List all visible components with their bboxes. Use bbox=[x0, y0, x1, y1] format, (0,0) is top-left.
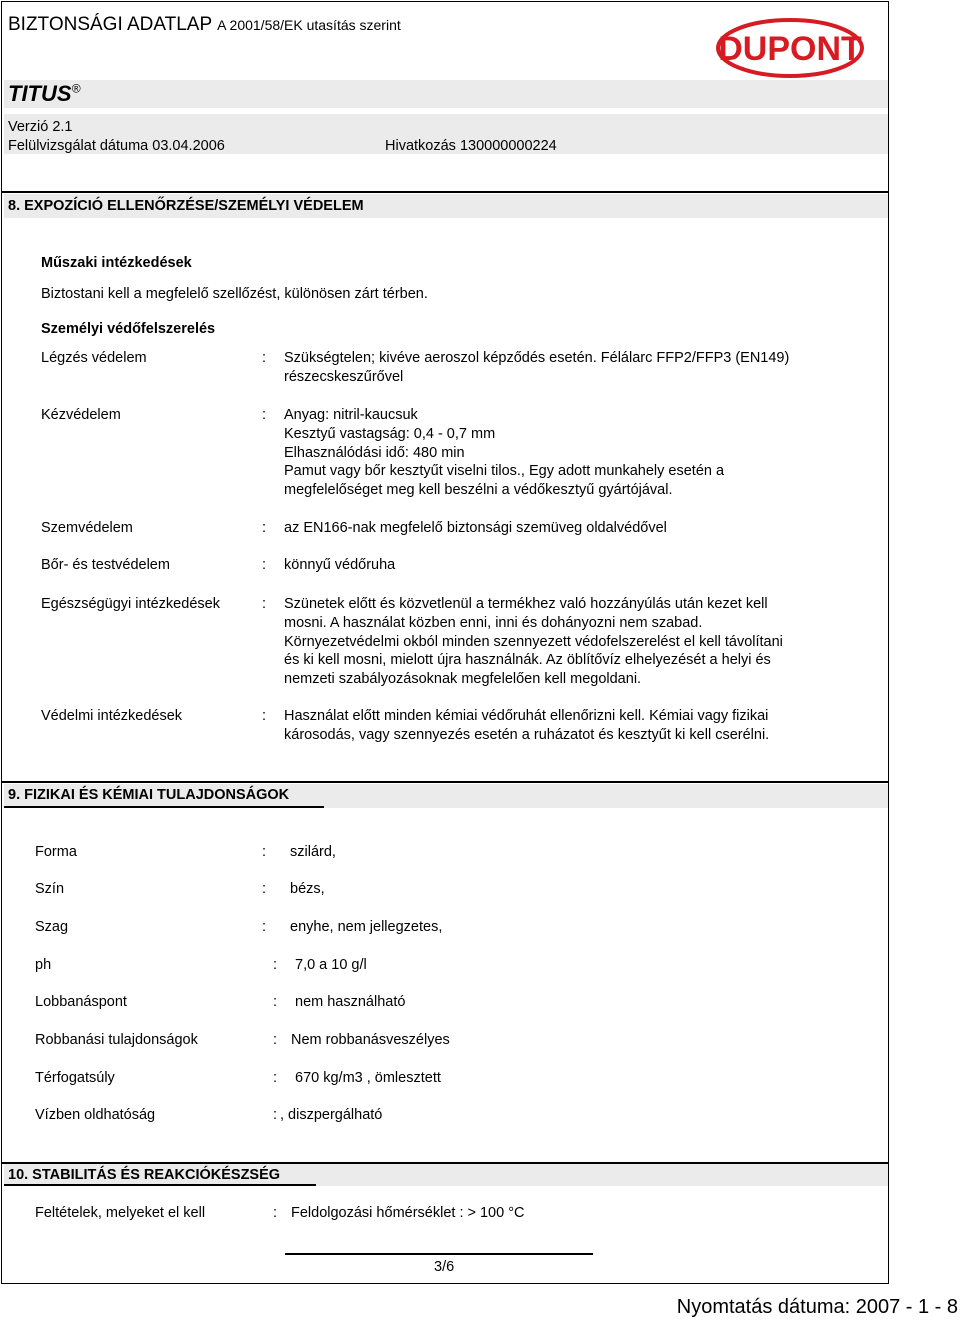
ppe-value-line: Környezetvédelmi okból minden szennyezett védofelszerelést el kell távolítani bbox=[284, 633, 783, 650]
ppe-label: Védelmi intézkedések bbox=[41, 708, 183, 724]
section-10-heading: 10. STABILITÁS ÉS REAKCIÓKÉSZSÉG bbox=[8, 1167, 281, 1183]
property-value: szilárd, bbox=[290, 844, 336, 860]
registered-mark: ® bbox=[71, 81, 81, 96]
ppe-label: Kézvédelem bbox=[41, 407, 121, 423]
section-8-heading: 8. EXPOZÍCIÓ ELLENŐRZÉSE/SZEMÉLYI VÉDELEM bbox=[8, 198, 364, 214]
technical-measures-heading: Műszaki intézkedések bbox=[41, 255, 192, 271]
condition-label: Feltételek, melyeket el kell bbox=[35, 1205, 206, 1221]
colon: : bbox=[262, 881, 267, 897]
reference-number: Hivatkozás 130000000224 bbox=[385, 138, 557, 154]
property-label: Vízben oldhatóság bbox=[35, 1107, 156, 1123]
divider bbox=[2, 781, 888, 783]
ppe-label: Bőr- és testvédelem bbox=[41, 557, 170, 573]
heading-underline bbox=[4, 806, 324, 808]
ppe-value-line: Kesztyű vastagság: 0,4 - 0,7 mm bbox=[284, 425, 496, 442]
colon: : bbox=[273, 1205, 278, 1221]
property-label: ph bbox=[35, 957, 52, 973]
ppe-value-line: megfelelőséget meg kell beszélni a védőkesztyű gyártójával. bbox=[284, 482, 673, 499]
colon: : bbox=[273, 1107, 278, 1123]
page-number: 3/6 bbox=[434, 1259, 455, 1275]
colon: : bbox=[262, 596, 267, 612]
ppe-label: Szemvédelem bbox=[41, 520, 133, 536]
colon: : bbox=[262, 557, 267, 573]
property-value: bézs, bbox=[290, 881, 325, 897]
ppe-value-line: károsodás, vagy szennyezés esetén a ruházatot és kesztyűt ki kell cserélni. bbox=[284, 726, 770, 743]
ppe-value-line: az EN166-nak megfelelő biztonsági szemüveg oldalvédővel bbox=[284, 520, 667, 536]
property-value: , diszpergálható bbox=[280, 1107, 383, 1123]
colon: : bbox=[262, 844, 267, 860]
property-label: Robbanási tulajdonságok bbox=[35, 1032, 198, 1048]
ppe-value-line: Pamut vagy bőr kesztyűt viselni tilos., Egy adott munkahely esetén a bbox=[284, 463, 725, 480]
document-title bbox=[8, 14, 401, 36]
colon: : bbox=[262, 919, 267, 935]
logo-text: DUPONT bbox=[718, 30, 862, 68]
print-date: Nyomtatás dátuma: 2007 - 1 - 8 bbox=[676, 1296, 958, 1318]
ppe-value-line: és ki kell mosni, mielott újra használnák. Az öblítővíz elhelyezését a helyi és bbox=[284, 652, 771, 669]
ppe-value-line: Anyag: nitril-kaucsuk bbox=[284, 407, 418, 423]
ppe-value-line: Szükségtelen; kivéve aeroszol képződés esetén. Félálarc FFP2/FFP3 (EN149) bbox=[284, 350, 790, 366]
property-label: Lobbanáspont bbox=[35, 994, 127, 1010]
dupont-logo bbox=[716, 18, 864, 78]
document-subtitle: A 2001/58/EK utasítás szerint bbox=[217, 17, 401, 33]
technical-measures-text: Biztostani kell a megfelelő szellőzést, különösen zárt térben. bbox=[41, 286, 428, 302]
ppe-value-line: könnyű védőruha bbox=[284, 557, 396, 573]
product-bar bbox=[4, 80, 888, 108]
colon: : bbox=[262, 407, 267, 423]
version: Verzió 2.1 bbox=[8, 119, 73, 135]
property-label: Szín bbox=[35, 881, 65, 897]
colon: : bbox=[262, 708, 267, 724]
ppe-value-line: Elhasználódási idő: 480 min bbox=[284, 444, 465, 461]
property-value: Nem robbanásveszélyes bbox=[291, 1032, 450, 1048]
ppe-label: Légzés védelem bbox=[41, 350, 147, 366]
colon: : bbox=[273, 1070, 278, 1086]
document-title-main: BIZTONSÁGI ADATLAP bbox=[8, 14, 212, 35]
property-value: nem használható bbox=[295, 994, 406, 1010]
colon: : bbox=[273, 1032, 278, 1048]
heading-underline bbox=[4, 1184, 316, 1186]
product-name bbox=[8, 81, 80, 107]
ppe-value-line: Használat előtt minden kémiai védőruhát ellenőrizni kell. Kémiai vagy fizikai bbox=[284, 708, 769, 724]
ppe-value-line: részecskeszűrővel bbox=[284, 368, 404, 385]
ppe-value-line: nemzeti szabályozásoknak megfelelően kell megoldani. bbox=[284, 671, 642, 688]
footer-rule bbox=[285, 1253, 593, 1255]
property-label: Szag bbox=[35, 919, 69, 935]
property-label: Térfogatsúly bbox=[35, 1070, 115, 1086]
product-name-text: TITUS bbox=[8, 81, 72, 106]
divider bbox=[2, 191, 888, 193]
condition-value: Feldolgozási hőmérséklet : > 100 °C bbox=[291, 1205, 525, 1221]
property-value: enyhe, nem jellegzetes, bbox=[290, 919, 443, 935]
ppe-value-line: Szünetek előtt és közvetlenül a termékhez való hozzányúlás után kezet kell bbox=[284, 596, 768, 612]
colon: : bbox=[262, 520, 267, 536]
property-label: Forma bbox=[35, 844, 77, 860]
ppe-heading: Személyi védőfelszerelés bbox=[41, 321, 216, 337]
property-value: 670 kg/m3 , ömlesztett bbox=[295, 1070, 441, 1086]
colon: : bbox=[273, 957, 278, 973]
ppe-value-line: mosni. A használat közben enni, inni és dohányozni nem szabad. bbox=[284, 614, 703, 631]
property-value: 7,0 a 10 g/l bbox=[295, 957, 367, 973]
colon: : bbox=[262, 350, 267, 366]
section-9-heading: 9. FIZIKAI ÉS KÉMIAI TULAJDONSÁGOK bbox=[8, 787, 290, 803]
revision-date: Felülvizsgálat dátuma 03.04.2006 bbox=[8, 138, 225, 154]
ppe-label: Egészségügyi intézkedések bbox=[41, 596, 220, 612]
colon: : bbox=[273, 994, 278, 1010]
